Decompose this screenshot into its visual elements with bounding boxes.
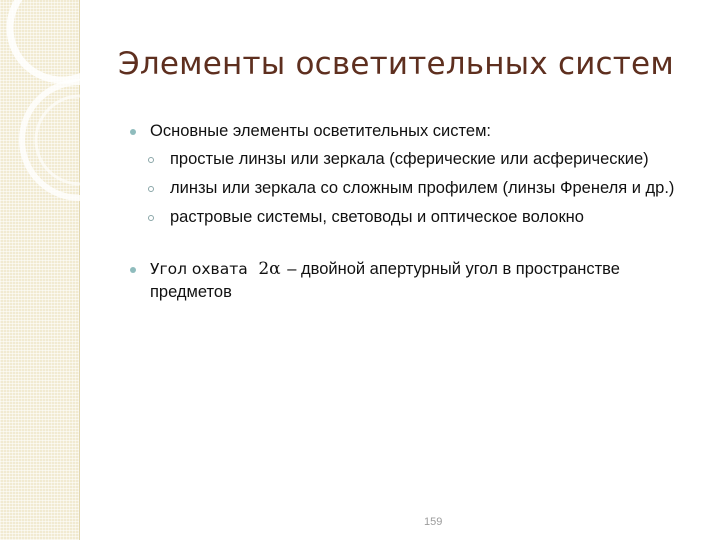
sub-item	[130, 206, 700, 229]
slide-content	[130, 120, 700, 304]
decorative-circles	[0, 0, 80, 540]
bullet-term: Угол охвата	[150, 260, 248, 278]
decorative-side-panel	[0, 0, 80, 540]
sub-bullet-ring-icon	[148, 186, 154, 192]
sub-item-text: растровые системы, световоды и оптическое волокно	[170, 208, 584, 226]
bullet-dot-icon	[130, 267, 136, 273]
bullet-dot-icon	[130, 129, 136, 135]
angle-symbol: 2α	[258, 259, 281, 279]
sub-bullet-ring-icon	[148, 215, 154, 221]
bullet-item	[130, 120, 700, 143]
sub-item	[130, 177, 700, 200]
bullet-text: – двойной апертурный угол в пространстве предметов	[150, 260, 620, 301]
slide-number: 159	[424, 516, 443, 528]
sub-item-text: линзы или зеркала со сложным профилем (линзы Френеля и др.)	[170, 179, 675, 197]
bullet-item	[130, 258, 700, 304]
sub-item-text: простые линзы или зеркала (сферические или асферические)	[170, 150, 649, 168]
sub-bullet-ring-icon	[148, 157, 154, 163]
sub-list	[130, 148, 700, 229]
bullet-text: Основные элементы осветительных систем:	[150, 122, 491, 140]
sub-item	[130, 148, 700, 171]
slide-title: Элементы осветительных систем	[118, 46, 674, 82]
